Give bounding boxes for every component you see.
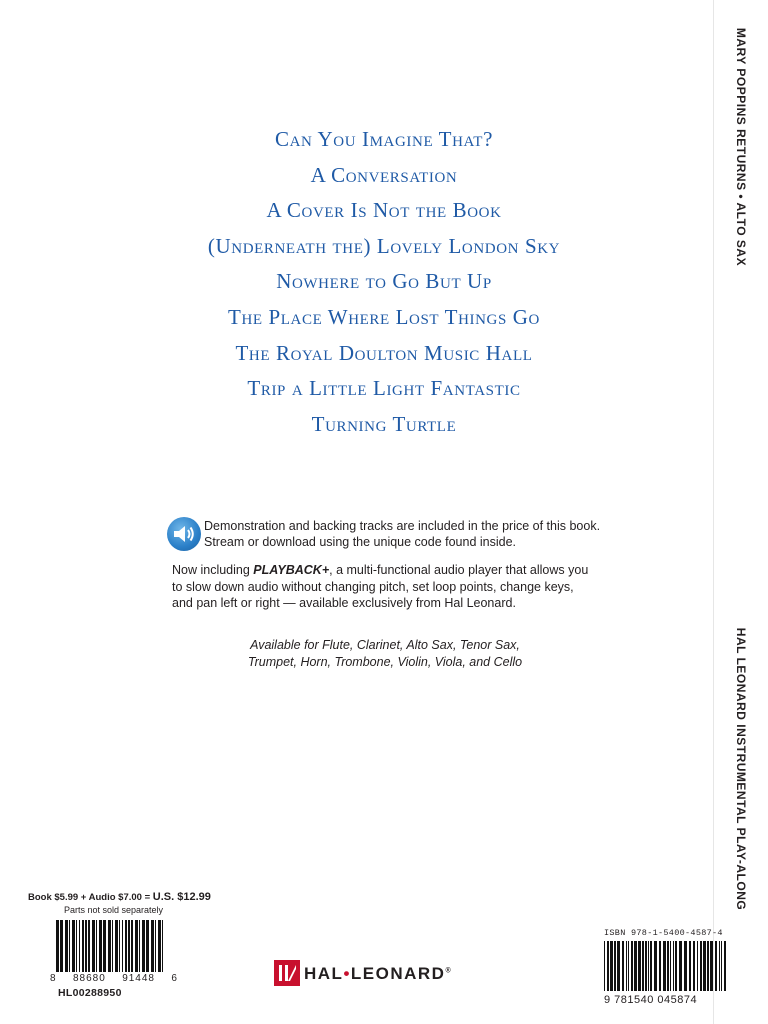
song-title: A Cover Is Not the Book xyxy=(266,198,502,223)
barcode-bar xyxy=(654,941,657,991)
song-title: The Place Where Lost Things Go xyxy=(228,304,540,329)
barcode-bar xyxy=(151,920,154,972)
spine-series: HAL LEONARD INSTRUMENTAL PLAY-ALONG xyxy=(734,627,748,911)
barcode-bar xyxy=(131,920,133,972)
barcode-bar xyxy=(648,941,649,991)
barcode-bar xyxy=(667,941,669,991)
barcode-bar xyxy=(710,941,713,991)
barcode-bar xyxy=(142,920,145,972)
audio-notice-line: Demonstration and backing tracks are included in the price of this book. xyxy=(204,519,601,533)
barcode-bar xyxy=(670,941,671,991)
barcode-bar xyxy=(82,920,84,972)
barcode-bar xyxy=(659,941,661,991)
barcode-bar xyxy=(162,920,163,972)
available-line: Trumpet, Horn, Trombone, Violin, Viola, and Cello xyxy=(247,655,523,669)
barcode-bar xyxy=(642,941,644,991)
barcode-bar xyxy=(673,941,674,991)
barcode-bar xyxy=(607,941,609,991)
barcode-bar xyxy=(626,941,627,991)
barcode-bar xyxy=(88,920,90,972)
barcode-bar xyxy=(115,920,118,972)
price-label xyxy=(28,891,228,903)
barcode-bar xyxy=(631,941,633,991)
barcode-bar xyxy=(122,920,123,972)
upc-digit-group: 91448 xyxy=(122,973,155,984)
song-title: Turning Turtle xyxy=(311,411,457,436)
barcode-bar xyxy=(703,941,706,991)
barcode-bar xyxy=(72,920,75,972)
barcode-bar xyxy=(689,941,691,991)
barcode-bar xyxy=(76,920,77,972)
barcode-bar xyxy=(139,920,140,972)
barcode-bar xyxy=(92,920,95,972)
barcode-bar xyxy=(697,941,698,991)
song-list xyxy=(0,122,768,442)
barcode-bar xyxy=(112,920,113,972)
barcode-bar xyxy=(634,941,637,991)
price-total: U.S. $12.99 xyxy=(152,891,211,903)
barcode-bar xyxy=(628,941,629,991)
parts-note: Parts not sold separately xyxy=(64,905,164,915)
upc-barcode xyxy=(56,920,166,972)
barcode-bar xyxy=(715,941,717,991)
barcode-bar xyxy=(614,941,616,991)
barcode-bar xyxy=(610,941,613,991)
isbn-digits: 9 781540 045874 xyxy=(604,994,698,1006)
barcode-bar xyxy=(119,920,120,972)
song-title: Trip a Little Light Fantastic xyxy=(247,376,521,401)
upc-digit-group: 8 xyxy=(50,973,57,984)
barcode-bar xyxy=(617,941,620,991)
barcode-bar xyxy=(158,920,161,972)
barcode-bar xyxy=(56,920,59,972)
barcode-bar xyxy=(65,920,68,972)
isbn-barcode xyxy=(604,941,728,991)
barcode-bar xyxy=(103,920,106,972)
barcode-bar xyxy=(721,941,722,991)
spine-title: MARY POPPINS RETURNS • ALTO SAX xyxy=(734,27,748,267)
barcode-bar xyxy=(96,920,97,972)
barcode-bar xyxy=(707,941,709,991)
playback-name: PLAYBACK+ xyxy=(253,563,330,577)
barcode-bar xyxy=(650,941,652,991)
barcode-bar xyxy=(719,941,720,991)
speaker-icon xyxy=(167,517,201,551)
upc-digit-group: 88680 xyxy=(72,973,106,984)
available-instruments xyxy=(200,637,570,671)
audio-notice-line: Stream or download using the unique code found inside. xyxy=(204,535,517,549)
barcode-bar xyxy=(69,920,70,972)
barcode-bar xyxy=(108,920,111,972)
barcode-bar xyxy=(79,920,80,972)
barcode-bar xyxy=(638,941,641,991)
barcode-bar xyxy=(684,941,687,991)
barcode-bar xyxy=(128,920,130,972)
song-title: Nowhere to Go But Up xyxy=(276,269,492,294)
isbn-label: ISBN 978-1-5400-4587-4 xyxy=(604,928,723,938)
price-breakdown: Book $5.99 + Audio $7.00 = xyxy=(28,892,153,903)
available-line: Available for Flute, Clarinet, Alto Sax, Tenor Sax, xyxy=(250,638,520,652)
song-title: (Underneath the) Lovely London Sky xyxy=(207,233,561,258)
barcode-bar xyxy=(125,920,127,972)
barcode-bar xyxy=(604,941,605,991)
song-title: The Royal Doulton Music Hall xyxy=(235,340,533,365)
barcode-bar xyxy=(645,941,647,991)
barcode-bar xyxy=(155,920,156,972)
barcode-bar xyxy=(135,920,138,972)
barcode-bar xyxy=(60,920,63,972)
playback-prefix: Now including xyxy=(172,563,254,577)
barcode-bar xyxy=(693,941,695,991)
barcode-bar xyxy=(99,920,102,972)
barcode-bar xyxy=(146,920,149,972)
song-title: Can You Imagine That? xyxy=(275,127,493,151)
hal-leonard-mark-icon xyxy=(274,960,300,986)
barcode-bar xyxy=(85,920,87,972)
barcode-bar xyxy=(622,941,624,991)
item-code: HL00288950 xyxy=(58,987,122,999)
playback-line: , a multi-functional audio player that allows you xyxy=(329,563,589,577)
playback-line: to slow down audio without changing pitch, set loop points, change keys, xyxy=(172,579,574,594)
playback-line: and pan left or right — available exclusively from Hal Leonard. xyxy=(172,596,516,610)
barcode-bar xyxy=(675,941,677,991)
publisher-name: HAL•LEONARD® xyxy=(304,964,451,983)
barcode-bar xyxy=(663,941,666,991)
barcode-bar xyxy=(724,941,726,991)
upc-digits xyxy=(50,973,178,984)
barcode-bar xyxy=(700,941,702,991)
barcode-bar xyxy=(679,941,682,991)
song-title: A Conversation xyxy=(310,162,458,187)
playback-description xyxy=(172,562,622,612)
upc-digit-group: 6 xyxy=(171,973,178,984)
